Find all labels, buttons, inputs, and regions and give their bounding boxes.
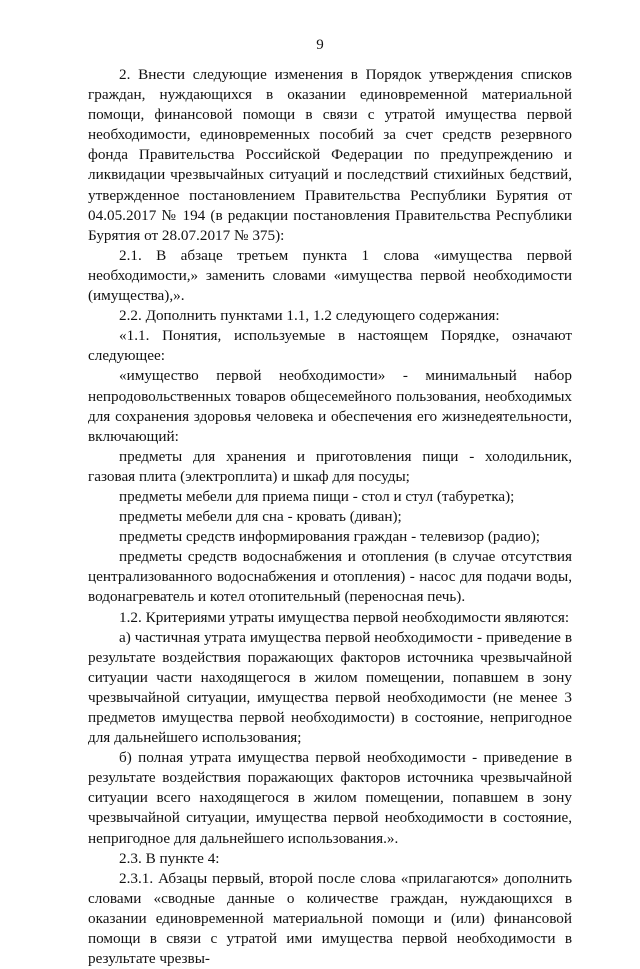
paragraph-dining-furniture: предметы мебели для приема пищи - стол и стул (табуретка); — [119, 487, 515, 505]
page-number: 9 — [316, 37, 324, 53]
paragraph-food-storage-items: предметы для хранения и приготовления пищи - холодильник, газовая плита (электроплита) и шкаф для посуды; — [88, 447, 572, 485]
paragraph-information-devices: предметы средств информирования граждан - телевизор (радио); — [119, 528, 540, 546]
paragraph-full-loss: б) полная утрата имущества первой необходимости - приведение в результате воздействия поражающих факторов источника чрезвычайной ситуации всего находящегося в жилом помещении, попавшем в зону чрезвычайной ситуации, имущества первой необходимости в состояние, непригодное для дальнейшего использования.». — [88, 749, 572, 847]
paragraph-item-2-1: 2.1. В абзаце третьем пункта 1 слова «имущества первой необходимости,» заменить словами «имущества первой необходимости (имущества),». — [88, 246, 572, 305]
document-body — [88, 65, 572, 969]
paragraph-definitions-intro: «1.1. Понятия, используемые в настоящем Порядке, означают следующее: — [88, 327, 572, 365]
paragraph-water-heating-items: предметы средств водоснабжения и отопления (в случае отсутствия централизованного водоснабжения и отопления) - насос для подачи воды, водонагреватель и котел отопительный (переносная печь). — [88, 548, 572, 606]
paragraph-item-2: 2. Внести следующие изменения в Порядок утверждения списков граждан, нуждающихся в оказании единовременной материальной помощи, финансовой помощи в связи с утратой имущества первой необходимости, единовременных пособий за счет средств резервного фонда Правительства Российской Федерации по предупреждению и ликвидации чрезвычайных ситуаций и последствий стихийных бедствий, утвержденное постановлением Правительства Республики Бурятия от 04.05.2017 № 194 (в редакции постановления Правительства Республики Бурятия от 28.07.2017 № 375): — [88, 66, 572, 244]
paragraph-partial-loss: а) частичная утрата имущества первой необходимости - приведение в результате воздействия поражающих факторов источника чрезвычайной ситуации части находящегося в жилом помещении, попавшем в зону чрезвычайной ситуации, имущества первой необходимости (не менее 3 предметов имущества первой необходимости) в состояние, непригодное для дальнейшего использования; — [88, 628, 572, 747]
paragraph-item-2-2: 2.2. Дополнить пунктами 1.1, 1.2 следующего содержания: — [119, 307, 500, 325]
paragraph-sleeping-furniture: предметы мебели для сна - кровать (диван); — [119, 508, 402, 526]
paragraph-item-2-3: 2.3. В пункте 4: — [119, 849, 220, 867]
paragraph-definition-essential-property: «имущество первой необходимости» - минимальный набор непродовольственных товаров общесемейного пользования, необходимых для сохранения здоровья человека и обеспечения его жизнедеятельности, включающий: — [88, 367, 572, 445]
paragraph-loss-criteria: 1.2. Критериями утраты имущества первой необходимости являются: — [119, 608, 570, 626]
paragraph-item-2-3-1: 2.3.1. Абзацы первый, второй после слова «прилагаются» дополнить словами «сводные данные о количестве граждан, нуждающихся в оказании единовременной материальной помощи и (или) финансовой помощи в связи с утратой ими имущества первой необходимости в результате чрезвы- — [88, 869, 572, 968]
